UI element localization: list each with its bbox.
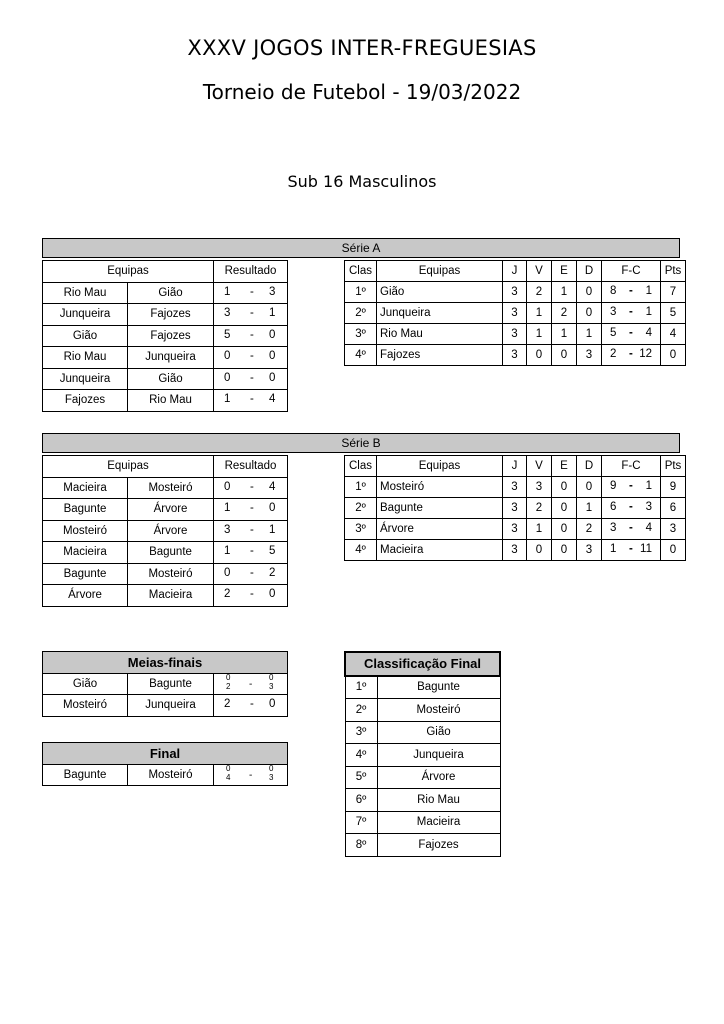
resultado-header: Resultado (214, 261, 288, 283)
goals-for: 5 (610, 327, 617, 339)
home-score: 1 (224, 393, 231, 405)
meias-finais-table (42, 651, 288, 717)
header-row (43, 456, 288, 478)
away-score: 4 (269, 393, 276, 405)
serie-b-standings-table (344, 455, 686, 561)
goals-dash: - (629, 501, 633, 513)
home-team: Fajozes (43, 390, 128, 412)
score-dash: - (250, 307, 254, 319)
score-dash: - (250, 350, 254, 362)
away-team: Mosteiró (128, 764, 214, 786)
home-score: 5 (224, 328, 231, 341)
match-row (43, 347, 288, 369)
final-rank-row (345, 699, 500, 722)
classificacao-title: Classificação Final (345, 652, 500, 676)
wins: 0 (527, 540, 552, 561)
position: 2º (345, 303, 377, 324)
home-team: Bagunte (43, 563, 128, 585)
draws: 2 (552, 303, 577, 324)
goals-cell (602, 477, 661, 498)
home-team: Bagunte (43, 499, 128, 521)
home-team: Mosteiró (43, 695, 128, 717)
v-header: V (527, 456, 552, 477)
equipas-header: Equipas (43, 261, 214, 283)
page-subtitle: Torneio de Futebol - 19/03/2022 (202, 80, 522, 104)
final-rank-row (345, 721, 500, 744)
standing-row (345, 540, 686, 561)
score-cell (214, 764, 288, 786)
team-name: Gião (377, 721, 500, 744)
played: 3 (503, 498, 527, 519)
team-name: Rio Mau (377, 789, 500, 812)
home-score: 3 (224, 523, 231, 536)
score-dash: - (250, 393, 254, 405)
serie-b-matches-table (42, 455, 288, 607)
draws: 1 (552, 282, 577, 303)
goals-for: 3 (610, 522, 617, 534)
points: 4 (661, 324, 686, 345)
header-row (345, 652, 500, 676)
match-row (43, 477, 288, 499)
score-dash: - (249, 769, 253, 781)
home-score: 3 (224, 307, 231, 319)
home-score: 2 (224, 588, 231, 600)
home-score: 0 (224, 480, 231, 493)
draws: 0 (552, 345, 577, 366)
team-name: Gião (377, 282, 503, 303)
team-name: Macieira (377, 811, 500, 834)
standing-row (345, 498, 686, 519)
team-name: Rio Mau (377, 324, 503, 345)
match-row (43, 764, 288, 786)
score-dash: - (250, 523, 254, 536)
serie-a-header: Série A (42, 238, 680, 258)
goals-dash: - (629, 306, 633, 318)
points: 3 (661, 519, 686, 540)
match-row (43, 390, 288, 412)
away-score: 0 (269, 698, 276, 710)
home-team: Bagunte (43, 764, 128, 786)
goals-against: 4 (645, 522, 652, 534)
page-title: XXXV JOGOS INTER-FREGUESIAS (187, 36, 537, 60)
home-score: 1 (224, 545, 231, 557)
wins: 1 (527, 519, 552, 540)
away-team: Árvore (128, 520, 214, 542)
draws: 0 (552, 498, 577, 519)
wins: 0 (527, 345, 552, 366)
away-score: 1 (269, 307, 276, 319)
position: 2º (345, 699, 377, 722)
away-score: 0 (269, 672, 274, 682)
away-score: 0 (269, 328, 276, 341)
score-cell (214, 499, 288, 521)
losses: 3 (577, 345, 602, 366)
goals-dash: - (629, 285, 633, 297)
home-score: 1 (224, 285, 231, 298)
goals-for: 1 (610, 543, 617, 555)
classificacao-final-table (344, 651, 501, 857)
home-team: Macieira (43, 542, 128, 564)
position: 2º (345, 498, 377, 519)
match-row (43, 542, 288, 564)
match-row (43, 585, 288, 607)
home-score: 0 (226, 672, 231, 682)
match-row (43, 499, 288, 521)
points: 0 (661, 345, 686, 366)
score-dash: - (250, 566, 254, 579)
e-header: E (552, 261, 577, 282)
home-score: 0 (224, 350, 231, 362)
position: 8º (345, 834, 377, 857)
fc-header: F-C (602, 261, 661, 282)
d-header: D (577, 261, 602, 282)
j-header: J (503, 261, 527, 282)
team-name: Junqueira (377, 303, 503, 324)
goals-against: 11 (640, 543, 652, 555)
score-cell (214, 282, 288, 304)
home-team: Mosteiró (43, 520, 128, 542)
goals-against: 1 (645, 480, 652, 492)
fc-header: F-C (602, 456, 661, 477)
away-team: Árvore (128, 499, 214, 521)
draws: 1 (552, 324, 577, 345)
equipas-header: Equipas (43, 456, 214, 478)
score-dash: - (250, 285, 254, 298)
goals-against: 1 (645, 285, 652, 297)
home-penalties: 2 (226, 681, 231, 691)
v-header: V (527, 261, 552, 282)
played: 3 (503, 282, 527, 303)
score-cell (214, 585, 288, 607)
home-team: Gião (43, 673, 128, 695)
position: 6º (345, 789, 377, 812)
home-team: Árvore (43, 585, 128, 607)
away-team: Rio Mau (128, 390, 214, 412)
team-name: Fajozes (377, 834, 500, 857)
clas-header: Clas (345, 456, 377, 477)
header-row (43, 261, 288, 283)
team-name: Mosteiró (377, 699, 500, 722)
goals-for: 2 (610, 348, 617, 360)
position: 1º (345, 282, 377, 303)
points: 9 (661, 477, 686, 498)
match-row (43, 325, 288, 347)
home-penalties: 4 (226, 772, 231, 782)
serie-b-header: Série B (42, 433, 680, 453)
goals-dash: - (629, 348, 633, 360)
home-team: Rio Mau (43, 347, 128, 369)
team-name: Junqueira (377, 744, 500, 767)
away-team: Mosteiró (128, 563, 214, 585)
match-row (43, 304, 288, 326)
position: 5º (345, 766, 377, 789)
final-table (42, 742, 288, 786)
standing-row (345, 477, 686, 498)
team-name: Fajozes (377, 345, 503, 366)
away-team: Gião (128, 282, 214, 304)
stage-title: Meias-finais (43, 652, 288, 674)
goals-dash: - (629, 480, 633, 492)
match-row (43, 695, 288, 717)
final-rank-row (345, 789, 500, 812)
position: 4º (345, 744, 377, 767)
home-team: Rio Mau (43, 282, 128, 304)
goals-cell (602, 345, 661, 366)
away-penalties: 3 (269, 681, 274, 691)
losses: 2 (577, 519, 602, 540)
goals-dash: - (629, 327, 633, 339)
home-score: 0 (224, 566, 231, 579)
header-row (345, 261, 686, 282)
goals-cell (602, 282, 661, 303)
away-score-stack (269, 764, 273, 782)
standing-row (345, 519, 686, 540)
d-header: D (577, 456, 602, 477)
header-row (43, 743, 288, 765)
home-score-stack (226, 673, 230, 691)
team-name: Árvore (377, 766, 500, 789)
goals-against: 1 (645, 306, 652, 318)
pts-header: Pts (661, 456, 686, 477)
points: 6 (661, 498, 686, 519)
losses: 0 (577, 303, 602, 324)
team-name: Árvore (377, 519, 503, 540)
pts-header: Pts (661, 261, 686, 282)
points: 5 (661, 303, 686, 324)
away-score: 5 (269, 545, 276, 557)
home-score: 2 (224, 698, 231, 710)
away-score: 4 (269, 480, 276, 493)
away-score: 0 (269, 763, 274, 773)
home-score: 0 (226, 763, 231, 773)
equipas-header: Equipas (377, 456, 503, 477)
points: 7 (661, 282, 686, 303)
goals-dash: - (629, 522, 633, 534)
score-cell (214, 542, 288, 564)
score-dash: - (250, 328, 254, 341)
score-cell (214, 368, 288, 390)
away-team: Macieira (128, 585, 214, 607)
goals-dash: - (629, 543, 633, 555)
wins: 1 (527, 303, 552, 324)
played: 3 (503, 540, 527, 561)
wins: 3 (527, 477, 552, 498)
losses: 0 (577, 477, 602, 498)
played: 3 (503, 345, 527, 366)
goals-against: 3 (645, 501, 652, 513)
score-cell (214, 695, 288, 717)
match-row (43, 282, 288, 304)
goals-against: 4 (645, 327, 652, 339)
score-cell (214, 325, 288, 347)
match-row (43, 673, 288, 695)
stage-title: Final (43, 743, 288, 765)
points: 0 (661, 540, 686, 561)
losses: 0 (577, 282, 602, 303)
losses: 3 (577, 540, 602, 561)
away-penalties: 3 (269, 772, 274, 782)
score-cell (214, 304, 288, 326)
away-team: Bagunte (128, 673, 214, 695)
away-team: Junqueira (128, 695, 214, 717)
away-score: 1 (269, 523, 276, 536)
final-rank-row (345, 676, 500, 699)
away-score: 0 (269, 371, 276, 384)
away-score-stack (269, 673, 273, 691)
header-row (345, 456, 686, 477)
clas-header: Clas (345, 261, 377, 282)
goals-cell (602, 498, 661, 519)
score-cell (214, 673, 288, 695)
header-row (43, 652, 288, 674)
score-cell (214, 390, 288, 412)
away-score: 0 (269, 588, 276, 600)
score-dash: - (250, 545, 254, 557)
final-rank-row (345, 766, 500, 789)
home-team: Macieira (43, 477, 128, 499)
goals-cell (602, 303, 661, 324)
away-score: 0 (269, 502, 276, 514)
match-row (43, 563, 288, 585)
equipas-header: Equipas (377, 261, 503, 282)
score-cell (214, 520, 288, 542)
goals-for: 9 (610, 480, 617, 492)
final-rank-row (345, 744, 500, 767)
away-team: Fajozes (128, 325, 214, 347)
final-rank-row (345, 811, 500, 834)
team-name: Macieira (377, 540, 503, 561)
away-team: Gião (128, 368, 214, 390)
goals-cell (602, 324, 661, 345)
score-cell (214, 347, 288, 369)
wins: 2 (527, 498, 552, 519)
resultado-header: Resultado (214, 456, 288, 478)
away-team: Junqueira (128, 347, 214, 369)
away-team: Fajozes (128, 304, 214, 326)
home-team: Junqueira (43, 368, 128, 390)
position: 3º (345, 324, 377, 345)
final-rank-row (345, 834, 500, 857)
score-dash: - (250, 480, 254, 493)
draws: 0 (552, 519, 577, 540)
score-cell (214, 477, 288, 499)
score-dash: - (249, 678, 253, 690)
played: 3 (503, 519, 527, 540)
category-title: Sub 16 Masculinos (287, 172, 437, 191)
position: 4º (345, 345, 377, 366)
score-cell (214, 563, 288, 585)
score-dash: - (250, 502, 254, 514)
away-team: Bagunte (128, 542, 214, 564)
home-team: Gião (43, 325, 128, 347)
position: 3º (345, 721, 377, 744)
standing-row (345, 345, 686, 366)
goals-against: 12 (639, 348, 652, 360)
match-row (43, 520, 288, 542)
e-header: E (552, 456, 577, 477)
serie-a-matches-table (42, 260, 288, 412)
home-score-stack (226, 764, 230, 782)
home-score: 0 (224, 371, 231, 384)
team-name: Bagunte (377, 498, 503, 519)
losses: 1 (577, 498, 602, 519)
team-name: Bagunte (377, 676, 500, 699)
j-header: J (503, 456, 527, 477)
goals-for: 6 (610, 501, 617, 513)
score-dash: - (250, 371, 254, 384)
away-score: 0 (269, 350, 276, 362)
away-score: 2 (269, 566, 276, 579)
home-team: Junqueira (43, 304, 128, 326)
goals-for: 3 (610, 306, 617, 318)
goals-cell (602, 519, 661, 540)
position: 1º (345, 676, 377, 699)
serie-a-standings-table (344, 260, 686, 366)
goals-for: 8 (610, 285, 617, 297)
position: 3º (345, 519, 377, 540)
position: 4º (345, 540, 377, 561)
standing-row (345, 324, 686, 345)
score-dash: - (250, 698, 254, 710)
played: 3 (503, 324, 527, 345)
losses: 1 (577, 324, 602, 345)
played: 3 (503, 477, 527, 498)
standing-row (345, 282, 686, 303)
goals-cell (602, 540, 661, 561)
team-name: Mosteiró (377, 477, 503, 498)
away-team: Mosteiró (128, 477, 214, 499)
position: 7º (345, 811, 377, 834)
position: 1º (345, 477, 377, 498)
draws: 0 (552, 477, 577, 498)
wins: 2 (527, 282, 552, 303)
score-dash: - (250, 588, 254, 600)
match-row (43, 368, 288, 390)
wins: 1 (527, 324, 552, 345)
played: 3 (503, 303, 527, 324)
home-score: 1 (224, 502, 231, 514)
draws: 0 (552, 540, 577, 561)
standing-row (345, 303, 686, 324)
away-score: 3 (269, 285, 276, 298)
